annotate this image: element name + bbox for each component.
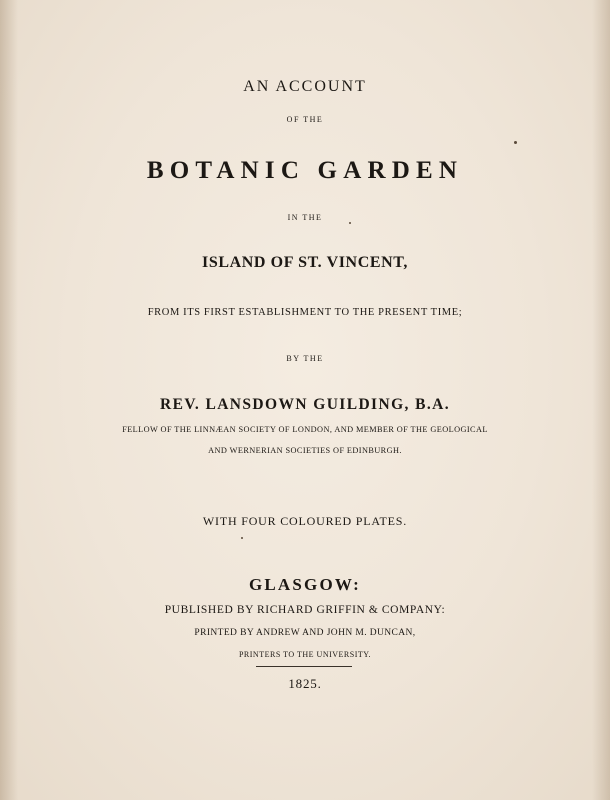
connector-of-the: OF THE xyxy=(286,115,324,124)
imprint-rule xyxy=(256,666,352,667)
imprint-printer-role: PRINTERS TO THE UNIVERSITY. xyxy=(238,650,372,659)
main-title: BOTANIC GARDEN xyxy=(146,157,464,184)
paper-speck xyxy=(349,222,351,224)
author-affiliation-line-1: FELLOW OF THE LINNÆAN SOCIETY OF LONDON, AND MEMBER OF THE GEOLOGICAL xyxy=(122,425,488,434)
connector-in-the: IN THE xyxy=(287,213,323,222)
imprint-city: GLASGOW: xyxy=(248,575,362,594)
heading-an-account: AN ACCOUNT xyxy=(243,78,367,95)
paper-speck xyxy=(514,141,517,144)
author-affiliation-line-2: AND WERNERIAN SOCIETIES OF EDINBURGH. xyxy=(208,446,402,455)
connector-by-the: BY THE xyxy=(286,354,324,363)
publication-year: 1825. xyxy=(288,676,322,691)
author-name: REV. LANSDOWN GUILDING, B.A. xyxy=(160,396,450,413)
imprint-publisher: PUBLISHED BY RICHARD GRIFFIN & COMPANY: xyxy=(164,604,446,616)
paper-speck xyxy=(241,537,243,539)
imprint-printer: PRINTED BY ANDREW AND JOHN M. DUNCAN, xyxy=(194,628,416,638)
subtitle: FROM ITS FIRST ESTABLISHMENT TO THE PRESENT TIME; xyxy=(147,307,463,318)
plates-note: WITH FOUR COLOURED PLATES. xyxy=(202,514,408,528)
location-title: ISLAND OF ST. VINCENT, xyxy=(202,254,408,271)
